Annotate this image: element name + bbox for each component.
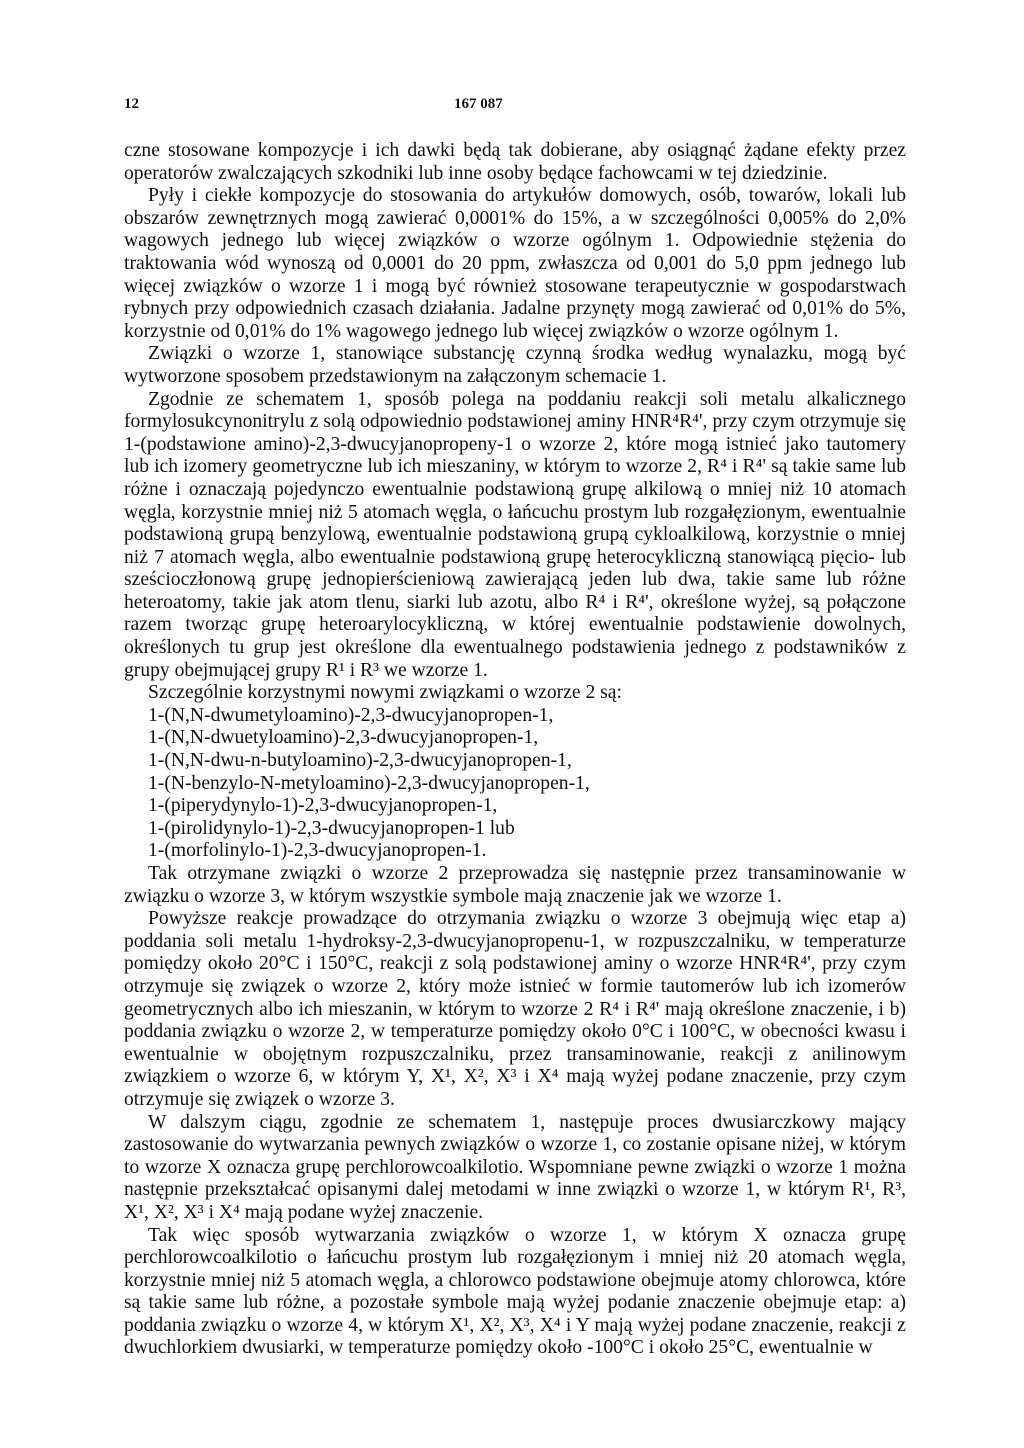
paragraph: Pyły i ciekłe kompozycje do stosowania do artykułów domowych, osób, towarów, lokali lub obszarów zewnętrznych mogą zawierać 0,0001% do 15%, a w szczególności 0,005% do 2,0% wagowych jednego lub więcej związków o wzorze ogólnym 1. Odpowiednie stężenia do traktowania wód wynoszą od 0,0001 do 20 ppm, zwłaszcza od 0,001 do 5,0 ppm jednego lub więcej związków o wzorze 1 i mogą być również stosowane terapeutycznie w gospodarstwach rybnych przy odpowiednich czasach działania. Jadalne przynęty mogą zawierać od 0,01% do 5%, korzystnie od 0,01% do 1% wagowego jednego lub więcej związków o wzorze ogólnym 1. [124, 185, 906, 342]
compound-list [124, 705, 906, 863]
compound-item: 1-(N-benzylo-N-metyloamino)-2,3-dwucyjanopropen-1, [148, 772, 590, 794]
compound-item: 1-(piperydynylo-1)-2,3-dwucyjanopropen-1, [148, 795, 498, 817]
paragraph: W dalszym ciągu, zgodnie ze schematem 1, następuje proces dwusiarczkowy mający zastosowanie do wytwarzania pewnych związków o wzorze 1, co zostanie opisane niżej, w którym to wzorze X oznacza grupę perchlorowcoalkilotio. Wspomniane pewne związki o wzorze 1 można następnie przekształcać opisanymi dalej metodami w inne związki o wzorze 1, w którym R¹, R³, X¹, X², X³ i X⁴ mają podane wyżej znaczenie. [124, 1111, 906, 1223]
paragraph: czne stosowane kompozycje i ich dawki będą tak dobierane, aby osiągnąć żądane efekty przez operatorów zwalczających szkodniki lub inne osoby będące fachowcami w tej dziedzinie. [124, 140, 906, 184]
page-header [124, 96, 904, 120]
paragraph: Zgodnie ze schematem 1, sposób polega na poddaniu reakcji soli metalu alkalicznego formylosukcynonitrylu z solą odpowiednio podstawionej aminy HNR⁴R⁴', przy czym otrzymuje się 1-(podstawione amino)-2,3-dwucyjanopropeny-1 o wzorze 2, które mogą istnieć jako tautomery lub ich izomery geometryczne lub ich mieszaniny, w którym to wzorze 2, R⁴ i R⁴' są takie same lub różne i oznaczają pojedynczo ewentualnie podstawioną grupę alkilową o mniej niż 10 atomach węgla, korzystnie mniej niż 5 atomach węgla, o łańcuchu prostym lub rozgałęzionym, ewentualnie podstawioną grupą benzylową, ewentualnie podstawioną grupą cykloalkilową, korzystnie o mniej niż 7 atomach węgla, albo ewentualnie podstawioną grupę heterocykliczną stanowiącą pięcio- lub sześcioczłonową grupę jednopierścieniową zawierającą jeden lub dwa, takie same lub różne heteroatomy, takie jak atom tlenu, siarki lub azotu, albo R⁴ i R⁴', określone wyżej, są połączone razem tworząc grupę heteroarylocykliczną, w której ewentualnie podstawienie dowolnych, określonych tu grup jest określone dla ewentualnego podstawienia jednego z podstawników z grupy obejmującej grupy R¹ i R³ we wzorze 1. [124, 388, 906, 681]
compound-item: 1-(morfolinylo-1)-2,3-dwucyjanopropen-1. [148, 840, 487, 862]
body-text [124, 140, 906, 1360]
compound-item: 1-(N,N-dwu-n-butyloamino)-2,3-dwucyjanopropen-1, [148, 750, 572, 772]
paragraph: Tak otrzymane związki o wzorze 2 przeprowadza się następnie przez transaminowanie w związku o wzorze 3, w którym wszystkie symbole mają znaczenie jak we wzorze 1. [124, 863, 906, 907]
paragraph: Szczególnie korzystnymi nowymi związkami o wzorze 2 są: [148, 682, 622, 704]
document-number: 167 087 [454, 96, 503, 112]
page-number: 12 [124, 96, 139, 112]
compound-item: 1-(N,N-dwumetyloamino)-2,3-dwucyjanopropen-1, [148, 704, 554, 726]
paragraph: Tak więc sposób wytwarzania związków o wzorze 1, w którym X oznacza grupę perchlorowcoalkilotio o łańcuchu prostym lub rozgałęzionym i mniej niż 20 atomach węgla, korzystnie mniej niż 5 atomach węgla, a chlorowco podstawione obejmuje atomy chlorowca, które są takie same lub różne, a pozostałe symbole mają wyżej podanie znaczenie obejmuje etap: a) poddania związku o wzorze 4, w którym X¹, X², X³, X⁴ i Y mają wyżej podane znaczenie, reakcji z dwuchlorkiem dwusiarki, w temperaturze pomiędzy około -100°C i około 25°C, ewentualnie w [124, 1224, 906, 1359]
paragraph: Powyższe reakcje prowadzące do otrzymania związku o wzorze 3 obejmują więc etap a) poddania soli metalu 1-hydroksy-2,3-dwucyjanopropenu-1, w rozpuszczalniku, w temperaturze pomiędzy około 20°C i 150°C, reakcji z solą podstawionej aminy o wzorze HNR⁴R⁴', przy czym otrzymuje się związek o wzorze 2, który może istnieć w formie tautomerów lub ich izomerów geometrycznych albo ich mieszanin, w którym to wzorze 2 R⁴ i R⁴' mają określone znaczenie, i b) poddania związku o wzorze 2, w temperaturze pomiędzy około 0°C i 100°C, w obecności kwasu i ewentualnie w obojętnym rozpuszczalniku, przez transaminowanie, reakcji z anilinowym związkiem o wzorze 6, w którym Y, X¹, X², X³ i X⁴ mają wyżej podane znaczenie, przy czym otrzymuje się związek o wzorze 3. [124, 908, 906, 1110]
compound-item: 1-(pirolidynylo-1)-2,3-dwucyjanopropen-1 lub [148, 817, 515, 839]
compound-item: 1-(N,N-dwuetyloamino)-2,3-dwucyjanopropen-1, [148, 727, 539, 749]
paragraph: Związki o wzorze 1, stanowiące substancję czynną środka według wynalazku, mogą być wytworzone sposobem przedstawionym na załączonym schemacie 1. [124, 343, 906, 387]
